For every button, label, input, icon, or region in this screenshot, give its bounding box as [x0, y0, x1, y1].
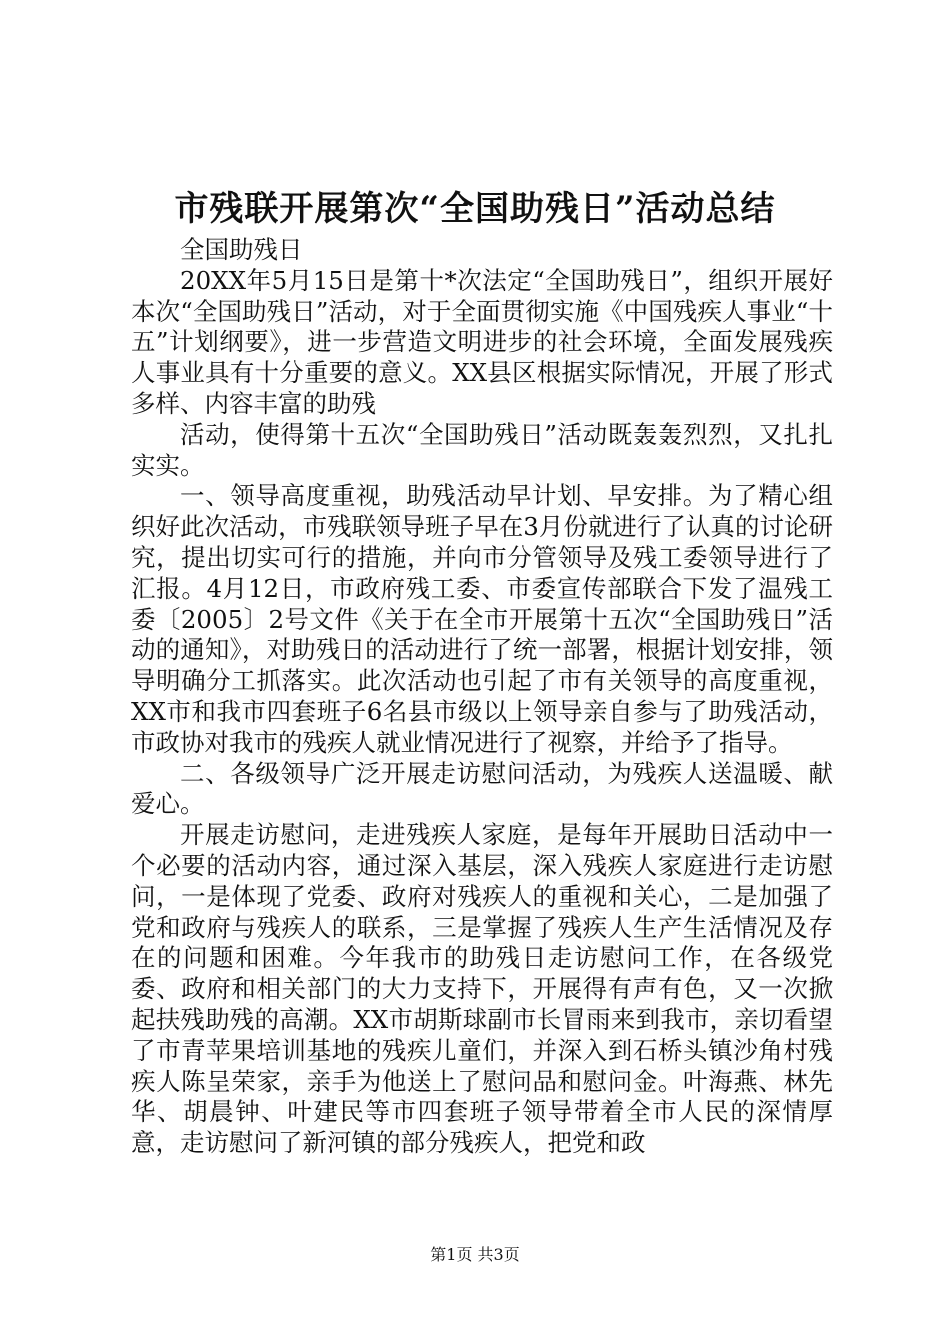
document-body — [131, 235, 833, 1159]
paragraph-section-two-body: 开展走访慰问，走进残疾人家庭，是每年开展助日活动中一个必要的活动内容，通过深入基层，深入残疾人家庭进行走访慰问，一是体现了党委、政府对残疾人的重视和关心，二是加强了党和政府与残疾人的联系，三是掌握了残疾人生产生活情况及存在的问题和困难。今年我市的助残日走访慰问工作，在各级党委、政府和相关部门的大力支持下，开展得有声有色，又一次掀起扶残助残的高潮。XX市胡斯球副市长冒雨来到我市，亲切看望了市青苹果培训基地的残疾儿童们，并深入到石桥头镇沙角村残疾人陈呈荣家，亲手为他送上了慰问品和慰问金。叶海燕、林先华、胡晨钟、叶建民等市四套班子领导带着全市人民的深情厚意，走访慰问了新河镇的部分残疾人，把党和政 — [131, 820, 833, 1158]
paragraph-heading: 全国助残日 — [180, 235, 303, 264]
page-footer: 第1页 共3页 — [430, 1245, 520, 1264]
paragraph-section-one: 一、领导高度重视，助残活动早计划、早安排。为了精心组织好此次活动，市残联领导班子早在3月份就进行了认真的讨论研究，提出切实可行的措施，并向市分管领导及残工委领导进行了汇报。4月12日，市政府残工委、市委宣传部联合下发了温残工委〔2005〕2号文件《关于在全市开展第十五次“全国助残日”活动的通知》，对助残日的活动进行了统一部署，根据计划安排，领导明确分工抓落实。此次活动也引起了市有关领导的高度重视，XX市和我市四套班子6名县市级以上领导亲自参与了助残活动，市政协对我市的残疾人就业情况进行了视察，并给予了指导。 — [131, 481, 833, 757]
paragraph-intro: 20XX年5月15日是第十*次法定“全国助残日”，组织开展好本次“全国助残日”活动，对于全面贯彻实施《中国残疾人事业“十五”计划纲要》，进一步营造文明进步的社会环境，全面发展残疾人事业具有十分重要的意义。XX县区根据实际情况，开展了形式多样、内容丰富的助残 — [131, 265, 833, 418]
paragraph-section-two-heading: 二、各级领导广泛开展走访慰问活动，为残疾人送温暖、献爱心。 — [131, 758, 833, 819]
page-title: 市残联开展第次“全国助残日”活动总结 — [174, 189, 776, 229]
paragraph-intro-continued: 活动，使得第十五次“全国助残日”活动既轰轰烈烈，又扎扎实实。 — [131, 419, 833, 480]
